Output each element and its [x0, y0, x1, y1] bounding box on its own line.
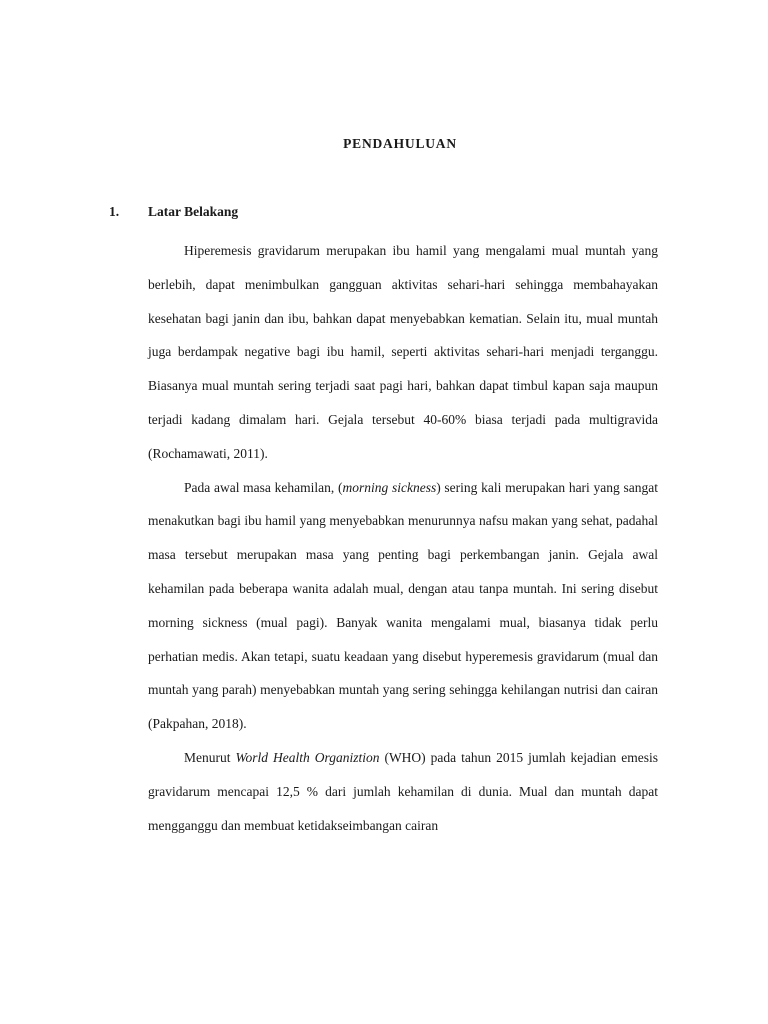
- body-text: [148, 234, 658, 842]
- paragraph-2-start: Pada awal masa kehamilan, (: [184, 479, 343, 495]
- page-title: PENDAHULUAN: [343, 136, 457, 151]
- paragraph-3-rest: (WHO) pada tahun 2015 jumlah kejadian emesis gravidarum mencapai 12,5 % dari jumlah kehamilan di dunia. Mual dan muntah dapat mengganggu dan membuat ketidakseimbangan cairan: [148, 749, 658, 833]
- section-number: 1.: [109, 204, 120, 219]
- paragraph-2-italic-term: morning sickness: [342, 479, 437, 495]
- paragraph-3-start: Menurut: [184, 749, 236, 765]
- paragraph-3: [148, 741, 658, 842]
- paragraph-1: Hiperemesis gravidarum merupakan ibu hamil yang mengalami mual muntah yang berlebih, dapat menimbulkan gangguan aktivitas sehari-hari sehingga membahayakan kesehatan bagi janin dan ibu, bahkan dapat menyebabkan kematian. Selain itu, mual muntah juga berdampak negative bagi ibu hamil, seperti aktivitas sehari-hari menjadi terganggu. Biasanya mual muntah sering terjadi saat pagi hari, bahkan dapat timbul kapan saja maupun terjadi kadang dimalam hari. Gejala tersebut 40-60% biasa terjadi pada multigravida (Rochamawati, 2011).: [148, 243, 658, 461]
- section-heading: Latar Belakang: [148, 204, 239, 219]
- paragraph-2-rest: ) sering kali merupakan hari yang sangat menakutkan bagi ibu hamil yang menyebabkan menurunnya nafsu makan yang sehat, padahal masa tersebut merupakan masa yang penting bagi perkembangan janin. Gejala awal kehamilan pada beberapa wanita adalah mual, dengan atau tanpa muntah. Ini sering disebut morning sickness (mual pagi). Banyak wanita mengalami mual, biasanya tidak perlu perhatian medis. Akan tetapi, suatu keadaan yang disebut hyperemesis gravidarum (mual dan muntah yang parah) menyebabkan muntah yang sering sehingga kehilangan nutrisi dan cairan (Pakpahan, 2018).: [148, 479, 658, 732]
- paragraph-3-italic-term: World Health Organiztion: [235, 749, 380, 765]
- paragraph-2: [148, 471, 658, 741]
